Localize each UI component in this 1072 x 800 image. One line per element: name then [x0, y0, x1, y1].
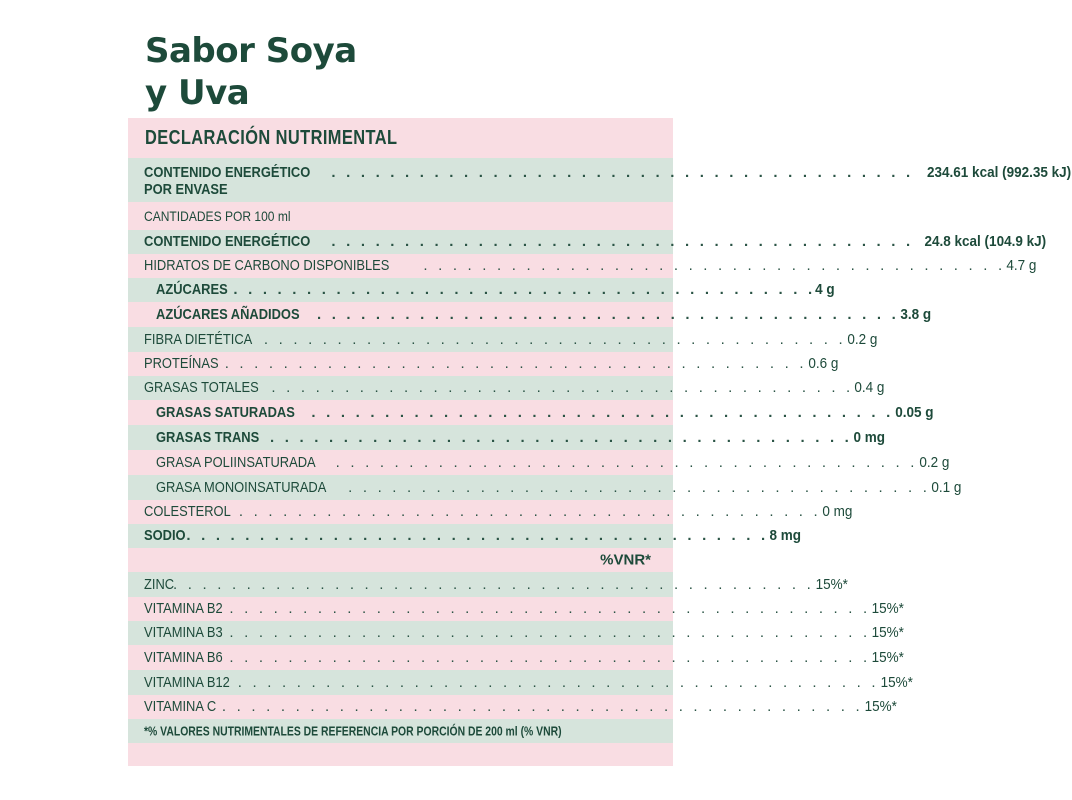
row-value: 8 mg: [769, 527, 802, 544]
row-value: 15%*: [871, 600, 905, 617]
vnr-header: %VNR*: [600, 551, 651, 569]
dot-leader: . . . . . . . . . . . . . . . . . . . . . . . . . . . . . . . . . . . . . . . .: [270, 428, 853, 446]
nutrition-heading: DECLARACIÓN NUTRIMENTAL: [145, 127, 398, 149]
nutrient-row-cholesterol: [128, 500, 853, 524]
row-label: AZÚCARES: [156, 281, 228, 298]
row-label: HIDRATOS DE CARBONO DISPONIBLES: [144, 257, 390, 274]
product-title-line1: Sabor Soya: [145, 31, 357, 71]
row-value: 0.05 g: [895, 403, 934, 421]
nutrient-row-carbohydrates: [128, 254, 1037, 278]
row-label: GRASAS TOTALES: [144, 379, 259, 396]
row-label: VITAMINA C: [144, 698, 217, 715]
dot-leader: . . . . . . . . . . . . . . . . . . . . . . . . . . . . . . . . . . . . . . . .: [224, 355, 807, 372]
row-value: 15%*: [880, 673, 913, 691]
row-label: VITAMINA B3: [144, 624, 223, 641]
dot-leader: . . . . . . . . . . . . . . . . . . . . . . . . . . . . . . . . . . . . . . . . . . . .: [221, 698, 863, 715]
row-label: GRASA POLIINSATURADA: [156, 453, 316, 471]
per-100ml-row: [128, 202, 673, 230]
row-label: COLESTEROL: [144, 503, 231, 520]
row-value: 15%*: [871, 624, 905, 641]
vnr-header-row: [128, 548, 673, 572]
vnr-footnote: *% VALORES NUTRIMENTALES DE REFERENCIA POR PORCIÓN DE 200 ml (% VNR): [144, 723, 562, 739]
row-value: 24.8 kcal (104.9 kJ): [924, 233, 1047, 250]
nutrient-row-total-fat: [128, 376, 885, 400]
row-label: AZÚCARES AÑADIDOS: [156, 305, 300, 323]
row-value: 0.4 g: [854, 379, 885, 396]
row-value: 4 g: [815, 281, 836, 298]
dot-leader: . . . . . . . . . . . . . . . . . . . . . . . . . . . . . . . . . . . . . . . . . . . .: [173, 575, 814, 593]
dot-leader: . . . . . . . . . . . . . . . . . . . . . . . . . . . . . . . . . . . . . . . .: [311, 403, 894, 421]
product-title: [145, 30, 357, 114]
dot-leader: . . . . . . . . . . . . . . . . . . . . . . . . . . . . . . . . . . . . . . . .: [348, 478, 931, 496]
dot-leader: . . . . . . . . . . . . . . . . . . . . . . . . . . . . . . . . . . . . . . . .: [263, 330, 846, 348]
dot-leader: . . . . . . . . . . . . . . . . . . . . . . . . . . . . . . . . . . . . . . . . . . . .: [237, 673, 879, 691]
row-value: 0.2 g: [847, 330, 878, 348]
row-label: CONTENIDO ENERGÉTICO: [144, 233, 311, 250]
row-label: CONTENIDO ENERGÉTICO: [144, 164, 311, 181]
nutrient-row-saturated-fat: [128, 400, 934, 425]
dot-leader: . . . . . . . . . . . . . . . . . . . . . . . . . . . . . . . . . . . . . . . .: [331, 233, 914, 250]
nutrient-row-sugars: [128, 278, 836, 302]
nutrient-row-fiber: [128, 327, 878, 352]
per-100ml-label: CANTIDADES POR 100 ml: [144, 208, 291, 224]
energy-per-container-row: [128, 158, 1072, 202]
row-label: VITAMINA B6: [144, 648, 223, 666]
row-label: GRASAS TRANS: [156, 428, 260, 446]
row-label: VITAMINA B12: [144, 673, 230, 691]
vitamin-row-zinc: [128, 572, 848, 597]
footnote-row: [128, 719, 673, 743]
dot-leader: . . . . . . . . . . . . . . . . . . . . . . . . . . . . . . . . . . . . . . . . . . . .: [229, 624, 871, 641]
dot-leader: . . . . . . . . . . . . . . . . . . . . . . . . . . . . . . . . . . . . . . . .: [331, 164, 914, 181]
vitamin-row-c: [128, 695, 897, 719]
row-value: 0.1 g: [931, 478, 962, 496]
row-label: PROTEÍNAS: [144, 355, 219, 372]
row-value: 0 mg: [853, 428, 886, 446]
nutrient-row-added-sugars: [128, 302, 932, 327]
row-label: GRASA MONOINSATURADA: [156, 478, 327, 496]
nutrient-row-energy: [128, 230, 1047, 254]
product-title-line2: y Uva: [145, 73, 250, 113]
row-value: 15%*: [864, 698, 897, 715]
dot-leader: . . . . . . . . . . . . . . . . . . . . . . . . . . . . . . . . . . . . . . . .: [271, 379, 854, 396]
row-label: FIBRA DIETÉTICA: [144, 330, 253, 348]
dot-leader: . . . . . . . . . . . . . . . . . . . . . . . . . . . . . . . . . . . . . . . .: [335, 453, 918, 471]
nutrient-row-monounsaturated-fat: [128, 475, 962, 500]
row-value: 0.2 g: [918, 453, 950, 471]
row-value: 3.8 g: [900, 305, 932, 323]
nutrient-row-trans-fat: [128, 425, 886, 450]
dot-leader: . . . . . . . . . . . . . . . . . . . . . . . . . . . . . . . . . . . . . . . .: [233, 281, 816, 298]
row-value: 234.61 kcal (992.35 kJ): [927, 164, 1072, 181]
dot-leader: . . . . . . . . . . . . . . . . . . . . . . . . . . . . . . . . . . . . . . . . . . . .: [229, 600, 871, 617]
nutrient-row-sodium: [128, 524, 802, 548]
row-label: SODIO: [144, 527, 186, 544]
row-value: 15%*: [871, 648, 905, 666]
dot-leader: . . . . . . . . . . . . . . . . . . . . . . . . . . . . . . . . . . . . . . . .: [186, 527, 769, 544]
row-label: VITAMINA B2: [144, 600, 223, 617]
dot-leader: . . . . . . . . . . . . . . . . . . . . . . . . . . . . . . . . . . . . . . . .: [316, 305, 899, 323]
dot-leader: . . . . . . . . . . . . . . . . . . . . . . . . . . . . . . . . . . . . . . . .: [423, 257, 1006, 274]
row-value: 4.7 g: [1006, 257, 1037, 274]
vitamin-row-b12: [128, 670, 913, 695]
row-value: 0.6 g: [808, 355, 839, 372]
row-value: 0 mg: [822, 503, 853, 520]
row-label-continued: POR ENVASE: [144, 181, 228, 198]
row-value: 15%*: [815, 575, 848, 593]
dot-leader: . . . . . . . . . . . . . . . . . . . . . . . . . . . . . . . . . . . . . . . . . . . .: [229, 648, 871, 666]
dot-leader: . . . . . . . . . . . . . . . . . . . . . . . . . . . . . . . . . . . . . . . .: [238, 503, 821, 520]
row-label: GRASAS SATURADAS: [156, 403, 295, 421]
vitamin-row-b3: [128, 621, 905, 645]
vitamin-row-b2: [128, 597, 905, 621]
vitamin-row-b6: [128, 645, 905, 670]
nutrient-row-protein: [128, 352, 839, 376]
nutrient-row-polyunsaturated-fat: [128, 450, 950, 475]
row-label: ZINC: [144, 575, 175, 593]
